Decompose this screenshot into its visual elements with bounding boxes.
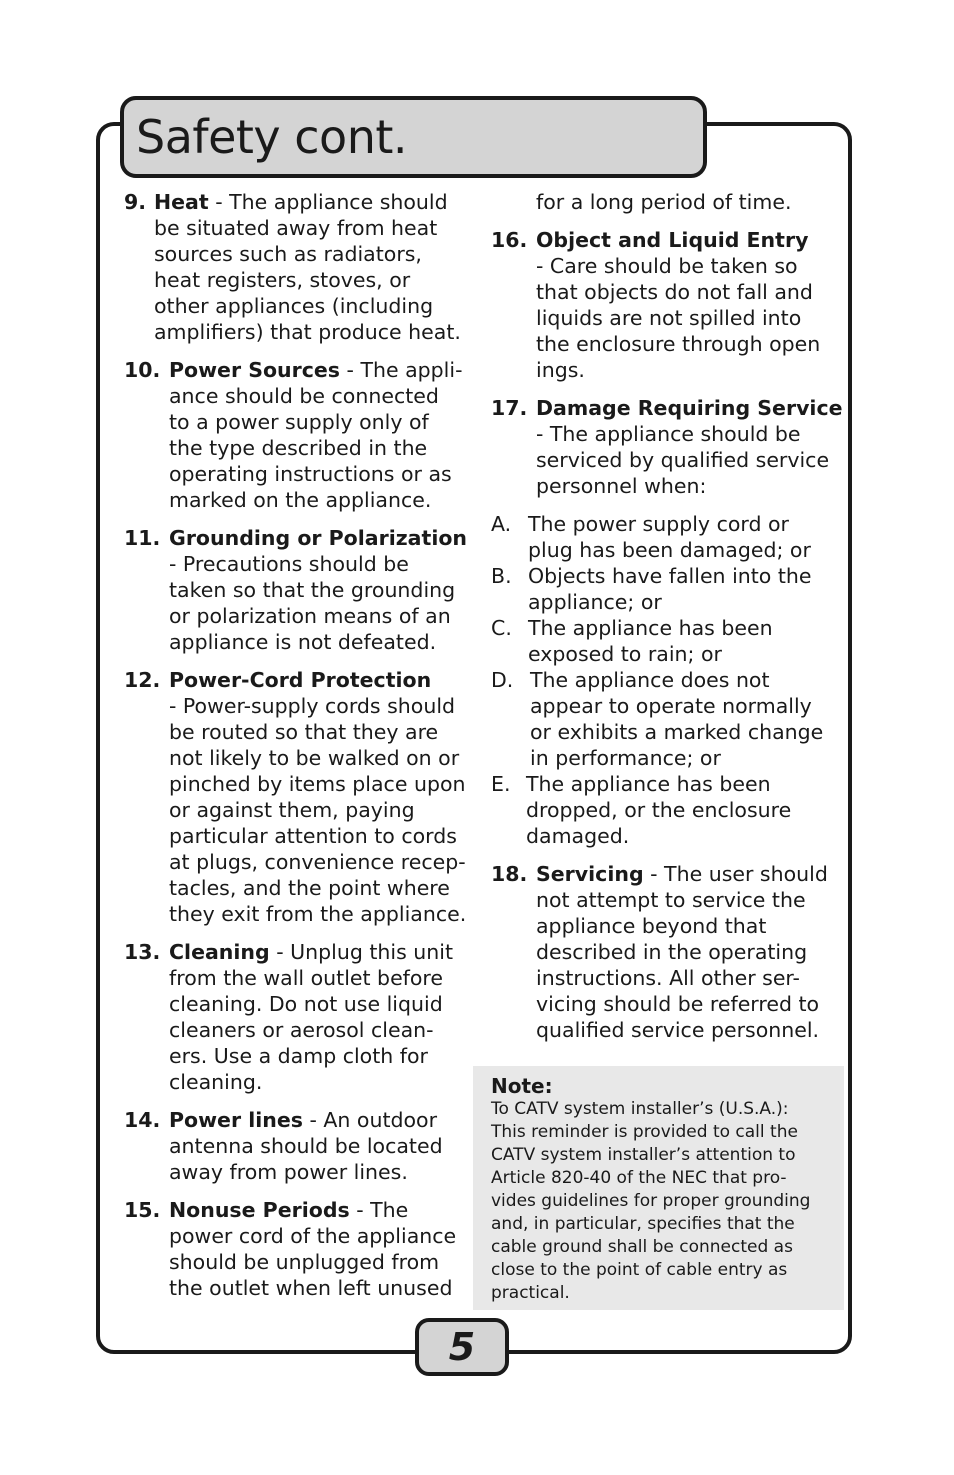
- item-text: - The user should: [643, 862, 828, 886]
- text-line: operating instructions or as: [169, 462, 452, 486]
- note-line: CATV system installer’s attention to: [491, 1145, 796, 1165]
- text-line: to a power supply only of: [169, 410, 429, 434]
- item-first-line: [124, 189, 469, 215]
- text-line: be routed so that they are: [169, 720, 439, 744]
- text-line: in performance; or: [530, 746, 721, 770]
- text-line: appliance; or: [528, 590, 662, 614]
- safety-item: [124, 1197, 469, 1301]
- item-number: 10.: [124, 358, 161, 382]
- item-text: - The: [349, 1198, 409, 1222]
- text-line: sources such as radiators,: [154, 242, 422, 266]
- item-number: 18.: [491, 862, 528, 886]
- text-line: damaged.: [526, 824, 630, 848]
- item-heading: Damage Requiring Service: [536, 396, 843, 420]
- text-line: from the wall outlet before: [169, 966, 444, 990]
- text-line: plug has been damaged; or: [528, 538, 811, 562]
- text-line: marked on the appliance.: [169, 488, 432, 512]
- item-heading: Power Sources: [169, 358, 341, 382]
- text-line: Objects have fallen into the: [528, 564, 812, 588]
- item-first-line: [124, 1197, 469, 1223]
- note-box: [473, 1066, 844, 1310]
- item-text: - The appli-: [340, 358, 463, 382]
- text-line: The appliance does not: [530, 668, 770, 692]
- text-line: dropped, or the enclosure: [526, 798, 792, 822]
- text-line: liquids are not spilled into: [536, 306, 802, 330]
- text-line: at plugs, convenience recep-: [169, 850, 466, 874]
- text-line: described in the operating: [536, 940, 808, 964]
- condition-item: [491, 667, 836, 771]
- item-first-line: [491, 395, 843, 421]
- item-heading: Object and Liquid Entry: [536, 228, 809, 252]
- item-text: - The appliance should: [208, 190, 448, 214]
- safety-item: [124, 1107, 469, 1185]
- text-line: or exhibits a marked change: [530, 720, 824, 744]
- item-heading: Nonuse Periods: [169, 1198, 350, 1222]
- item-number: 15.: [124, 1198, 161, 1222]
- text-line: or polarization means of an: [169, 604, 451, 628]
- item-first-line: [124, 939, 469, 965]
- text-line: vicing should be referred to: [536, 992, 820, 1016]
- safety-item: [124, 525, 469, 655]
- text-line: The appliance has been: [526, 772, 771, 796]
- condition-letter: A.: [491, 512, 512, 536]
- item-number: 12.: [124, 668, 161, 692]
- text-line: qualified service personnel.: [536, 1018, 820, 1042]
- text-line: antenna should be located: [169, 1134, 443, 1158]
- text-line: appear to operate normally: [530, 694, 812, 718]
- note-title: Note:: [491, 1074, 553, 1098]
- safety-item: [124, 357, 469, 513]
- item-number: 9.: [124, 190, 147, 214]
- text-line: not attempt to service the: [536, 888, 806, 912]
- safety-item: [124, 667, 469, 927]
- note-line: practical.: [491, 1283, 570, 1303]
- text-line: ance should be connected: [169, 384, 439, 408]
- text-line: they exit from the appliance.: [169, 902, 467, 926]
- text-line: exposed to rain; or: [528, 642, 722, 666]
- safety-item: [124, 939, 469, 1095]
- text-line: tacles, and the point where: [169, 876, 450, 900]
- safety-item: [491, 861, 836, 1043]
- condition-item: [491, 563, 836, 615]
- text-line: amplifiers) that produce heat.: [154, 320, 461, 344]
- text-line: - Care should be taken so: [536, 254, 798, 278]
- note-line: cable ground shall be connected as: [491, 1237, 793, 1257]
- text-line: away from power lines.: [169, 1160, 408, 1184]
- page-number-tab: [415, 1318, 509, 1376]
- text-line: cleaning. Do not use liquid: [169, 992, 443, 1016]
- item-number: 17.: [491, 396, 528, 420]
- condition-item: [491, 511, 836, 563]
- text-line: for a long period of time.: [536, 190, 792, 214]
- text-line: heat registers, stoves, or: [154, 268, 411, 292]
- text-line: appliance beyond that: [536, 914, 767, 938]
- condition-letter: B.: [491, 564, 512, 588]
- text-line: The appliance has been: [528, 616, 773, 640]
- text-line: should be unplugged from: [169, 1250, 440, 1274]
- item-heading: Grounding or Polarization: [169, 526, 468, 550]
- note-line: close to the point of cable entry as: [491, 1260, 788, 1280]
- page-number: 5: [448, 1325, 476, 1369]
- text-line: other appliances (including: [154, 294, 434, 318]
- item-first-line: [491, 227, 836, 253]
- item-first-line: [124, 1107, 469, 1133]
- text-line: that objects do not fall and: [536, 280, 813, 304]
- right-column: [491, 189, 843, 1055]
- item-first-line: [491, 861, 836, 887]
- item-heading: Power-Cord Protection: [169, 668, 432, 692]
- text-line: pinched by items place upon: [169, 772, 466, 796]
- text-line: ers. Use a damp cloth for: [169, 1044, 428, 1068]
- note-line: To CATV system installer’s (U.S.A.):: [491, 1099, 789, 1119]
- text-line: ings.: [536, 358, 585, 382]
- title-tab: [120, 96, 707, 178]
- item-first-line: [124, 357, 469, 383]
- left-column: [124, 189, 469, 1313]
- text-line: appliance is not defeated.: [169, 630, 437, 654]
- text-line: taken so that the grounding: [169, 578, 456, 602]
- item-number: 13.: [124, 940, 161, 964]
- text-line: particular attention to cords: [169, 824, 457, 848]
- note-line: This reminder is provided to call the: [491, 1122, 798, 1142]
- item-first-line: [124, 667, 469, 693]
- text-line: - Power-supply cords should: [169, 694, 456, 718]
- text-line: cleaners or aerosol clean-: [169, 1018, 434, 1042]
- continued-text: [491, 189, 836, 215]
- condition-item: [491, 615, 836, 667]
- item-text: - An outdoor: [302, 1108, 438, 1132]
- text-line: - Precautions should be: [169, 552, 409, 576]
- note-line: and, in particular, specifies that the: [491, 1214, 795, 1234]
- condition-letter: D.: [491, 668, 514, 692]
- text-line: serviced by qualified service: [536, 448, 830, 472]
- text-line: or against them, paying: [169, 798, 415, 822]
- text-line: instructions. All other ser-: [536, 966, 800, 990]
- item-heading: Servicing: [536, 862, 644, 886]
- item-number: 16.: [491, 228, 528, 252]
- text-line: the enclosure through open: [536, 332, 821, 356]
- text-line: The power supply cord or: [528, 512, 789, 536]
- page-title: Safety cont.: [136, 110, 408, 164]
- text-line: cleaning.: [169, 1070, 263, 1094]
- safety-item: [491, 395, 843, 499]
- text-line: - The appliance should be: [536, 422, 801, 446]
- item-number: 11.: [124, 526, 161, 550]
- item-text: - Unplug this unit: [269, 940, 454, 964]
- text-line: the type described in the: [169, 436, 428, 460]
- text-line: the outlet when left unused: [169, 1276, 453, 1300]
- text-line: not likely to be walked on or: [169, 746, 460, 770]
- condition-item: [491, 771, 836, 849]
- condition-letter: C.: [491, 616, 512, 640]
- text-line: personnel when:: [536, 474, 707, 498]
- item-heading: Heat: [154, 190, 209, 214]
- item-first-line: [124, 525, 469, 551]
- text-line: power cord of the appliance: [169, 1224, 457, 1248]
- text-line: be situated away from heat: [154, 216, 438, 240]
- note-line: Article 820-40 of the NEC that pro-: [491, 1168, 787, 1188]
- note-line: vides guidelines for proper grounding: [491, 1191, 811, 1211]
- safety-item: [124, 189, 469, 345]
- safety-item: [491, 227, 836, 383]
- item-heading: Cleaning: [169, 940, 270, 964]
- item-heading: Power lines: [169, 1108, 303, 1132]
- item-number: 14.: [124, 1108, 161, 1132]
- condition-letter: E.: [491, 772, 511, 796]
